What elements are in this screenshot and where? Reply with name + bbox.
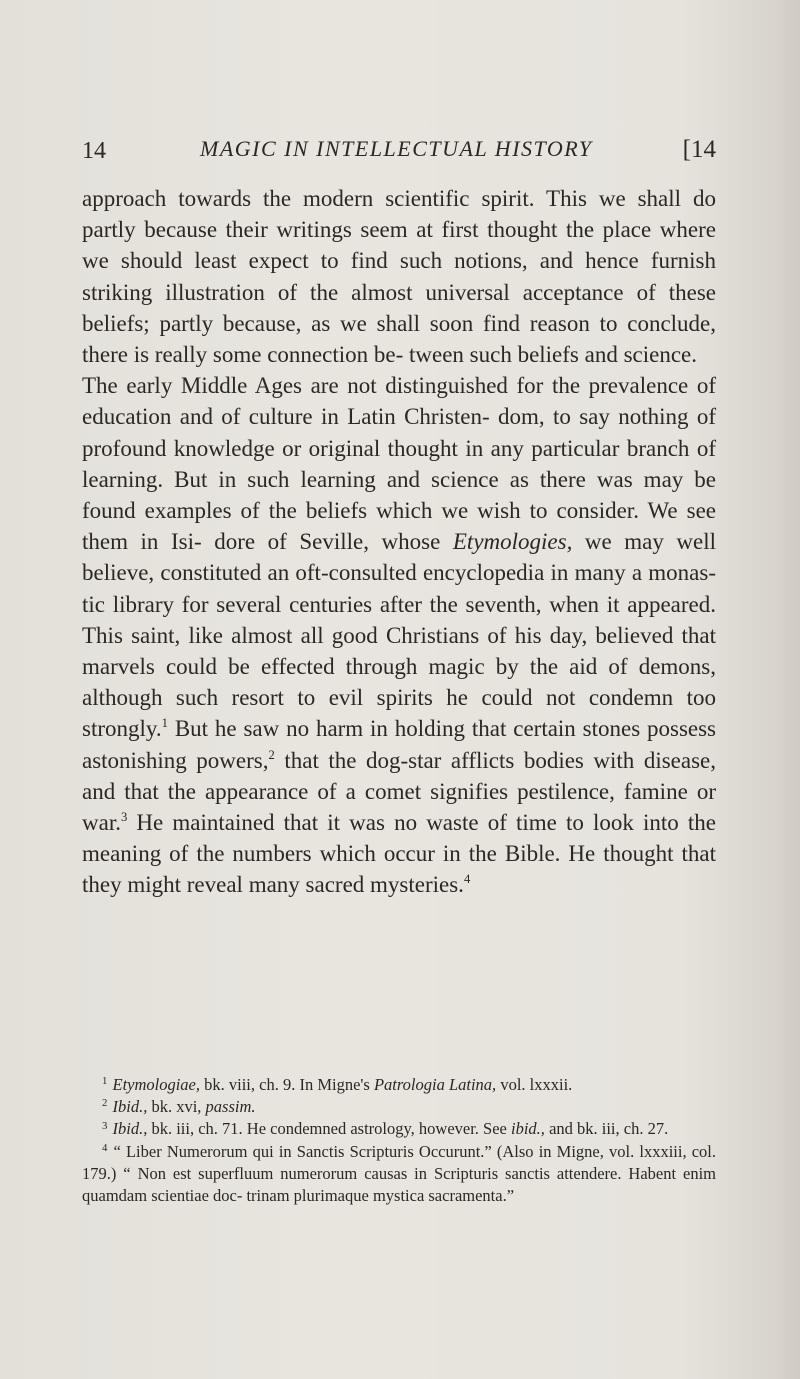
footnote-2-text: bk. xvi, <box>151 1097 202 1117</box>
footnote-3-text: bk. iii, ch. 71. He condemned astrology, however. See <box>151 1119 507 1139</box>
body-text <box>82 183 716 901</box>
paragraph-2-text: The early Middle Ages are not distinguished for the prevalence of education and of culture in Latin Christen- dom, to say nothing of profound knowledge or original thought in any particular branch of learning. But in such learning and science as there was may be found examples of the beliefs which we wish to consider. We see them in Isi- dore of Seville, whose <box>82 373 716 555</box>
paragraph-2-text: He maintained that it was no waste of time to look into the meaning of the numbers which occur in the Bible. He thought that they might reveal many sacred mysteries. <box>82 810 717 898</box>
footnote-1-title-2: Patrologia Latina, <box>373 1075 497 1094</box>
paragraph-1: approach towards the modern scientific spirit. This we shall do partly because their writings seem at first thought the place where we should least expect to find such notions, and hence furnish striking illustration of the almost universal acceptance of these beliefs; partly because, as we shall soon find reason to conclude, there is really some connection be- tween such beliefs and science. <box>82 186 716 368</box>
footnote-3-ibid-2: ibid., <box>511 1119 545 1139</box>
footnote-2-passim: passim. <box>205 1097 256 1117</box>
footnote-1-text: bk. viii, ch. 9. In Migne's <box>204 1075 370 1094</box>
page-number: 14 <box>82 138 106 164</box>
page-header <box>82 132 716 172</box>
footnote-3-text-2: and bk. iii, ch. 27. <box>549 1119 669 1139</box>
footnote-2-ibid: Ibid., <box>112 1097 148 1117</box>
footnotes <box>82 1074 716 1207</box>
paragraph-2-text: But he saw no harm in holding that certain stones possess astonishing powers, <box>82 716 717 773</box>
footnote-ref-3[interactable]: 3 <box>120 810 128 825</box>
footnote-1-text-2: vol. lxxxii. <box>500 1075 573 1094</box>
footnote-ref-1[interactable]: 1 <box>161 716 168 731</box>
footnote-3-mark: 3 <box>102 1119 108 1132</box>
footnote-1-title: Etymologiae, <box>112 1075 201 1094</box>
paragraph-2 <box>82 370 716 900</box>
footnote-ref-2[interactable]: 2 <box>268 747 275 762</box>
footnote-2 <box>82 1096 716 1118</box>
footnote-3 <box>82 1118 716 1140</box>
footnote-1-mark: 1 <box>102 1075 108 1088</box>
footnote-4 <box>82 1141 716 1208</box>
paragraph-2-text: that the dog-star afflicts bodies with disease, and that the appearance of a comet signifies pestilence, famine or war. <box>82 747 716 836</box>
running-page-ref: [14 <box>682 136 716 163</box>
footnote-2-mark: 2 <box>102 1097 108 1110</box>
footnote-ref-4[interactable]: 4 <box>463 872 471 887</box>
running-title: MAGIC IN INTELLECTUAL HISTORY <box>200 136 593 161</box>
paragraph-2-text: we may well believe, constituted an oft-consulted encyclopedia in many a monas- tic library for several centuries after the seventh, when it appeared. This saint, like almost all good Christians of his day, believed that marvels could be effected through magic by the aid of demons, although such resort to evil spirits he could not condemn too strongly. <box>82 529 717 742</box>
footnote-4-text: “ Liber Numerorum qui in Sanctis Scripturis Occurunt.” (Also in Migne, vol. lxxxiii, col. 179.) “ Non est superfluum numerorum causas in Scripturis sanctis attendere. Habent enim quamdam scientiae doc- trinam plurimaque mystica sacramenta.” <box>82 1141 716 1206</box>
footnote-1 <box>82 1074 716 1096</box>
footnote-4-mark: 4 <box>102 1141 108 1154</box>
footnote-3-ibid: Ibid., <box>112 1119 148 1139</box>
etymologies-title: Etymologies, <box>452 529 573 555</box>
